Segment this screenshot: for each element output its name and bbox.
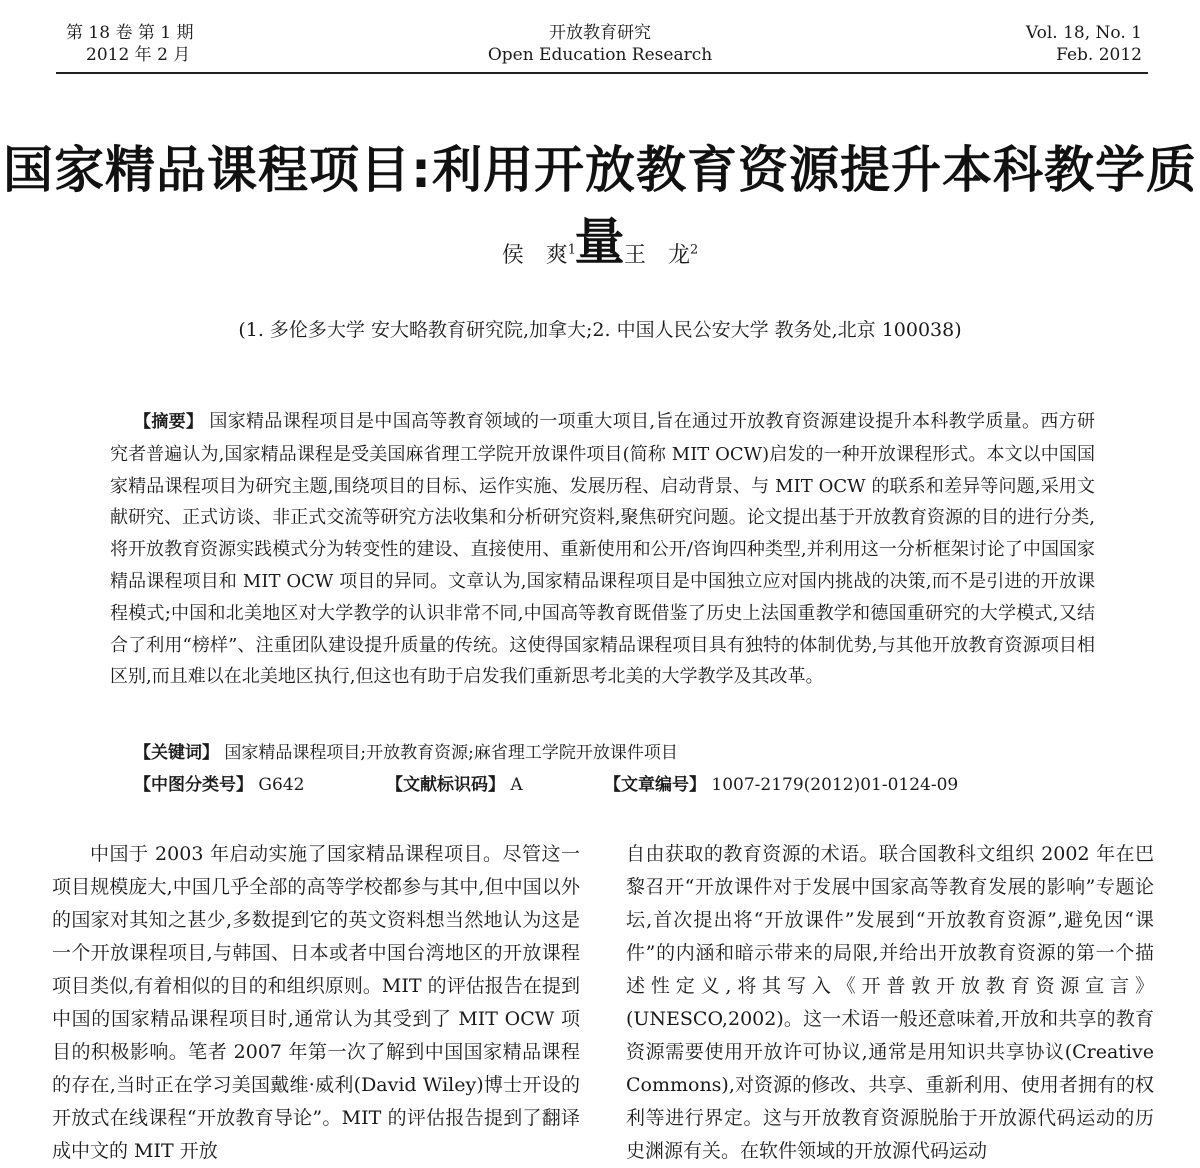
keywords-text: 国家精品课程项目;开放教育资源;麻省理工学院开放课件项目 (224, 743, 678, 763)
date-line-en: Feb. 2012 (1056, 45, 1142, 65)
doc-code (386, 770, 523, 795)
author-list (0, 238, 1200, 269)
body-paragraph: 中国于 2003 年启动实施了国家精品课程项目。尽管这一项目规模庞大,中国几乎全部的高等学校都参与其中,但中国以外的国家对其知之甚少,多数提到它的英文资料想当然地认为这是一个开放课程项目,与韩国、日本或者中国台湾地区的开放课程项目类似,有着相似的目的和组织原则。MIT 的评估报告在提到中国的国家精品课程项目时,通常认为其受到了 MIT OCW 项目的积极影响。笔者 2007 年第一次了解到中国国家精品课程的存在,当时正在学习美国戴维·威利(David Wiley)博士开设的开放式在线课程“开放教育导论”。MIT 的评估报告提到了翻译成中文的 MIT 开放 (52, 843, 580, 1162)
author-affil-mark: 2 (690, 242, 699, 258)
journal-name-cn: 开放教育研究 (549, 23, 651, 43)
body-paragraph: 自由获取的教育资源的术语。联合国教科文组织 2002 年在巴黎召开“开放课件对于发展中国家高等教育发展的影响”专题论坛,首次提出将“开放课件”发展到“开放教育资源”,避免因“课件”的内涵和暗示带来的局限,并给出开放教育资源的第一个描述性定义,将其写入《开普敦开放教育资源宣言》(UNESCO,2002)。这一术语一般还意味着,开放和共享的教育资源需要使用开放许可协议,通常是用知识共享协议(Creative Commons),对资源的修改、共享、重新利用、使用者拥有的权利等进行界定。这与开放教育资源脱胎于开放源代码运动的历史渊源有关。在软件领域的开放源代码运动 (626, 843, 1154, 1162)
journal-name-en: Open Education Research (487, 45, 713, 65)
journal-name (0, 22, 1200, 66)
article-title: 国家精品课程项目:利用开放教育资源提升本科教学质量 (3, 141, 1197, 271)
date-line: 2012 年 2 月 (86, 45, 191, 65)
classification-line (134, 770, 1114, 795)
article-code-label: 【文章编号】 (604, 775, 706, 795)
volume-line: 第 18 卷 第 1 期 (66, 23, 194, 43)
article-code-value: 1007-2179(2012)01-0124-09 (711, 775, 959, 795)
abstract (110, 406, 1095, 693)
volume-line-en: Vol. 18, No. 1 (1025, 23, 1142, 43)
keywords-label: 【关键词】 (134, 743, 219, 763)
article-code (604, 770, 958, 795)
body-column-right (626, 838, 1154, 1168)
abstract-label: 【摘要】 (134, 412, 204, 432)
keywords (134, 738, 1114, 763)
clc-value: G642 (258, 775, 305, 795)
body-column-left (52, 838, 580, 1168)
author-name: 侯 爽 (501, 243, 568, 268)
volume-issue-en (1026, 22, 1142, 66)
doc-label: 【文献标识码】 (386, 775, 505, 795)
header-rule (56, 72, 1148, 74)
affiliations: (1. 多伦多大学 安大略教育研究院,加拿大;2. 中国人民公安大学 教务处,北京 100038) (238, 319, 962, 341)
doc-value: A (510, 775, 523, 795)
page-header (0, 22, 1200, 70)
abstract-text: 国家精品课程项目是中国高等教育领域的一项重大项目,旨在通过开放教育资源建设提升本科教学质量。西方研究者普遍认为,国家精品课程是受美国麻省理工学院开放课件项目(简称 MIT OCW)启发的一种开放课程形式。本文以中国国家精品课程项目为研究主题,围绕项目的目标、运作实施、发展历程、启动背景、与 MIT OCW 的联系和差异等问题,采用文献研究、正式访谈、非正式交流等研究方法收集和分析研究资料,聚焦研究问题。论文提出基于开放教育资源的目的进行分类,将开放教育资源实践模式分为转变性的建设、直接使用、重新使用和公开/咨询四种类型,并利用这一分析框架讨论了中国国家精品课程项目和 MIT OCW 项目的异同。文章认为,国家精品课程项目是中国独立应对国内挑战的决策,而不是引进的开放课程模式;中国和北美地区对大学教学的认识非常不同,中国高等教育既借鉴了历史上法国重教学和德国重研究的大学模式,又结合了利用“榜样”、注重团队建设提升质量的传统。这使得国家精品课程项目具有独特的体制优势,与其他开放教育资源项目相区别,而且难以在北美地区执行,但这也有助于启发我们重新思考北美的大学教学及其改革。 (110, 411, 1095, 688)
clc-label: 【中图分类号】 (134, 775, 253, 795)
author-name: 王 龙 (624, 243, 691, 268)
clc-code (134, 775, 304, 795)
author-affil-mark: 1 (567, 242, 576, 258)
